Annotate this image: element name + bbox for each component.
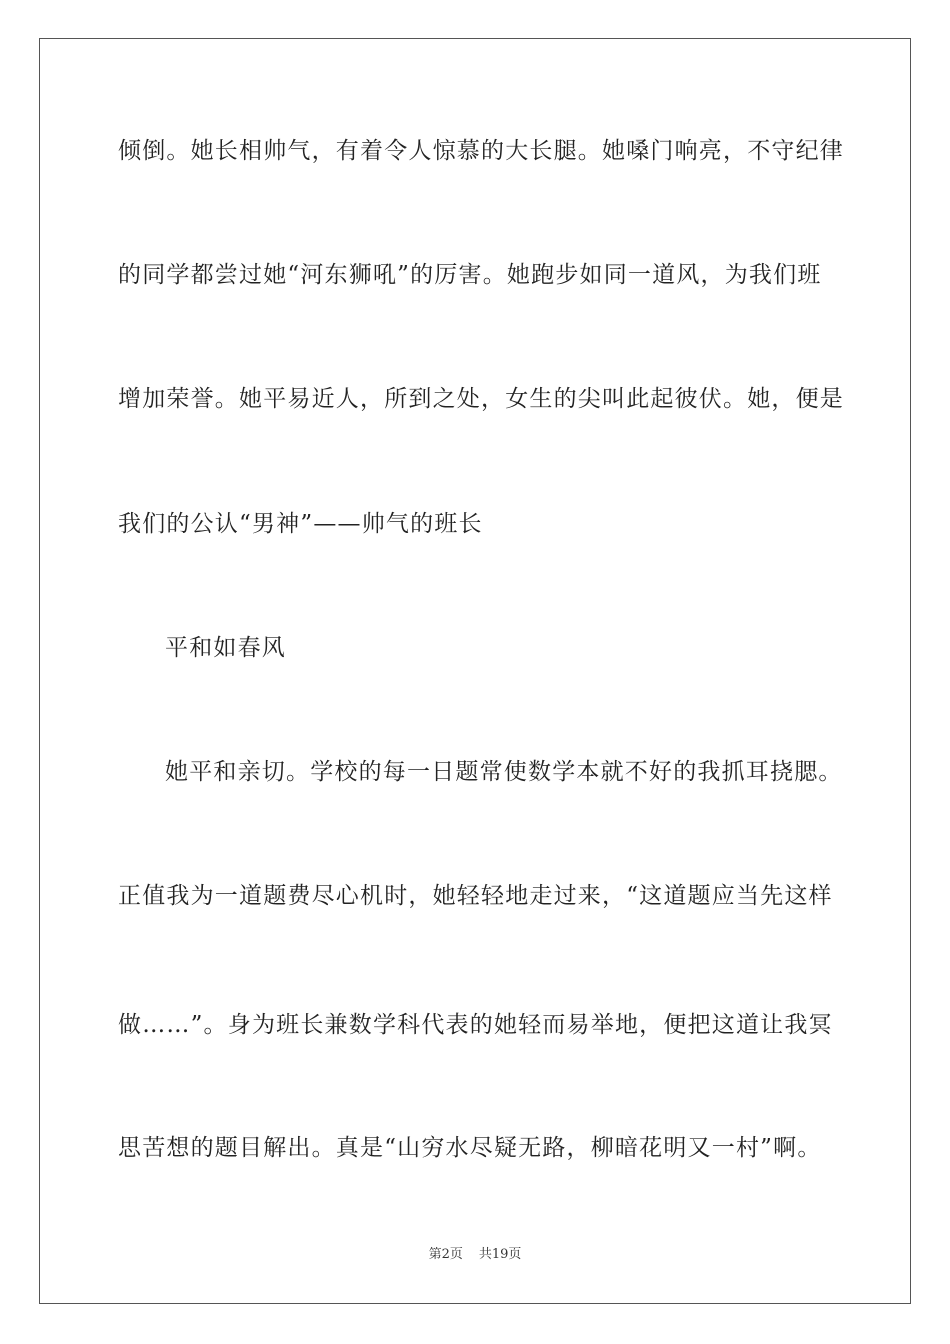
body-text-line: 正值我为一道题费尽心机时，她轻轻地走过来，“这道题应当先这样 xyxy=(118,883,833,909)
section-heading: 平和如春风 xyxy=(165,635,286,661)
paragraph-first-line: 她平和亲切。学校的每一日题常使数学本就不好的我抓耳挠腮。 xyxy=(165,759,843,785)
body-text-line: 思苦想的题目解出。真是“山穷水尽疑无路，柳暗花明又一村”啊。 xyxy=(118,1135,822,1161)
total-pages: 共19页 xyxy=(478,1247,522,1262)
body-text-line: 的同学都尝过她“河东狮吼”的厉害。她跑步如同一道风，为我们班 xyxy=(118,262,822,288)
body-text-line: 我们的公认“男神”——帅气的班长 xyxy=(118,511,483,537)
current-page-number: 第2页 xyxy=(428,1247,463,1262)
body-text-line: 做……”。身为班长兼数学科代表的她轻而易举地，便把这道让我冥 xyxy=(118,1012,833,1038)
page-footer xyxy=(0,1246,950,1264)
body-text-line: 倾倒。她长相帅气，有着令人惊慕的大长腿。她嗓门响亮，不守纪律 xyxy=(118,138,844,164)
page-border xyxy=(39,38,911,1304)
body-text-line: 增加荣誉。她平易近人，所到之处，女生的尖叫此起彼伏。她，便是 xyxy=(118,386,844,412)
